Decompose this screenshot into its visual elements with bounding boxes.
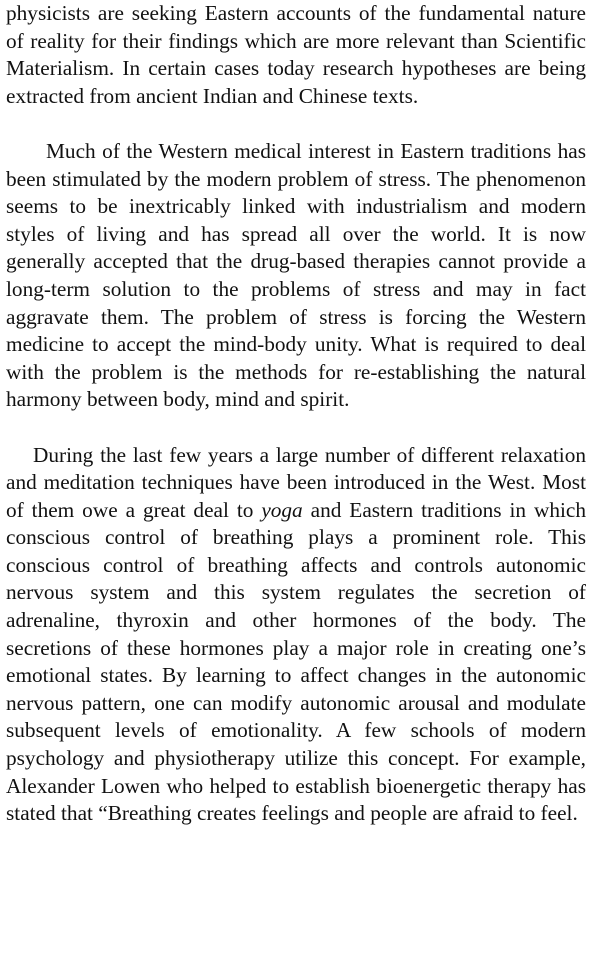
paragraph-breathing-techniques: [6, 442, 586, 828]
paragraph-text-before-emphasis: During the last few years a large number of different relaxation and meditation techniques have been introduced in the West. Most of them owe a great deal to: [6, 442, 586, 522]
paragraph-text-after-emphasis: and Eastern traditions in which conscious control of breathing plays a prominent role. This conscious control of breathing affects and controls autonomic nervous system and this system regulates the secretion of adrenaline, thyroxin and other hormones of the body. The secretions of these hormones play a major role in creating one’s emotional states. By learning to affect changes in the autonomic nervous pattern, one can modify autonomic arousal and modulate subsequent levels of emotionality. A few schools of modern psychology and physiotherapy utilize this concept. For example, Alexander Lowen who helped to establish bioenergetic therapy has stated that “Breathing creates feelings and people are afraid to feel.: [6, 497, 586, 826]
paragraph-physicists-eastern-accounts: physicists are seeking Eastern accounts of the fundamental nature of reality for their findings which are more relevant than Scientific Materialism. In certain cases today research hypotheses are being extracted from ancient Indian and Chinese texts.: [6, 1, 586, 108]
italic-term-yoga: yoga: [261, 497, 303, 522]
paragraph-stress-western-medicine: Much of the Western medical interest in Eastern traditions has been stimulated by the modern problem of stress. The phenomenon seems to be inextricably linked with industrialism and modern styles of living and has spread all over the world. It is now generally accepted that the drug-based therapies cannot provide a long-term solution to the problems of stress and may in fact aggravate them. The problem of stress is forcing the Western medicine to accept the mind-body unity. What is required to deal with the problem is the methods for re-establishing the natural harmony between body, mind and spirit.: [6, 138, 586, 412]
